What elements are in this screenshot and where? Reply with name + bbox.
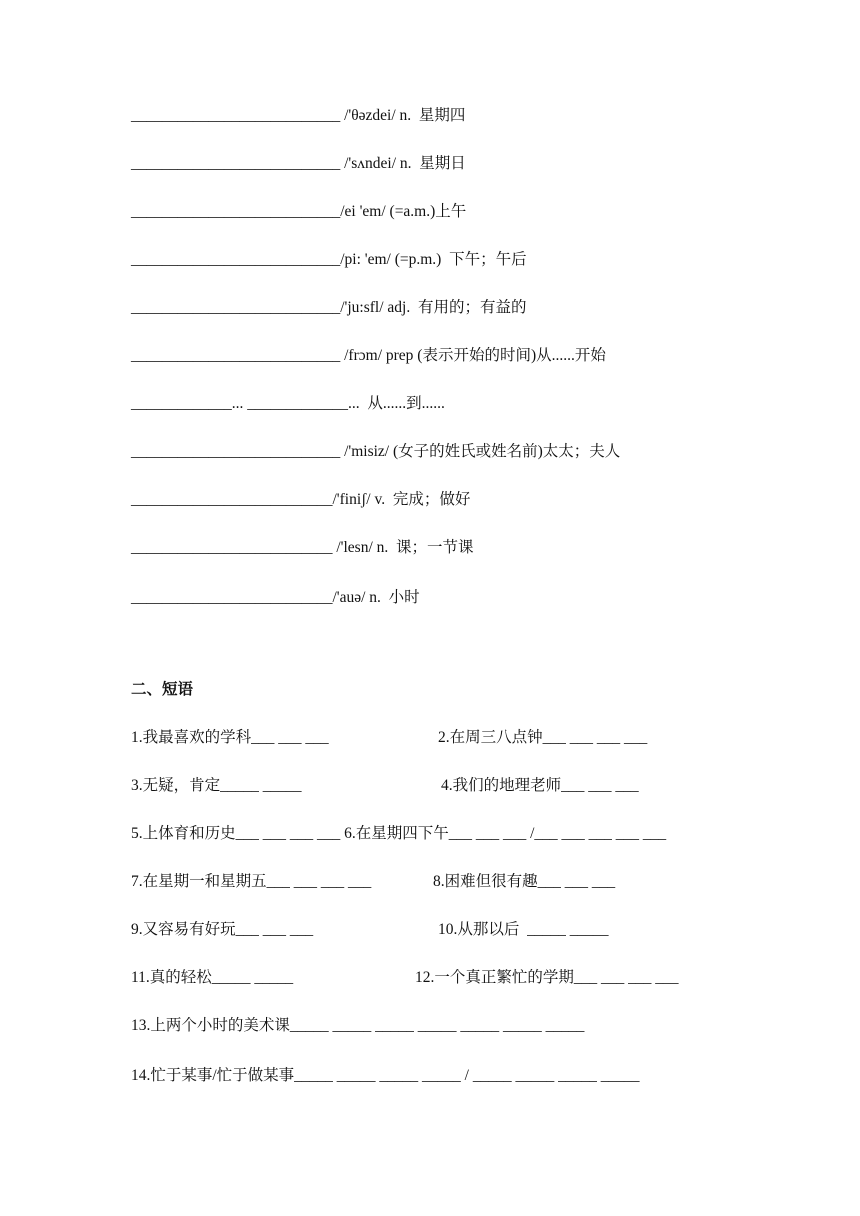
vocab-line-thursday	[131, 106, 465, 126]
vocab-line-useful	[131, 298, 526, 318]
answer-blank[interactable]: ___________________________	[131, 251, 341, 268]
vocab-line-mrs	[131, 442, 620, 462]
phrase-13: 13.上两个小时的美术课_____ _____ _____ _____ _____ _____ _____	[131, 1017, 585, 1034]
answer-blank[interactable]: __________________________	[131, 539, 333, 556]
vocab-entry: /ei 'em/ (=a.m.)上午	[340, 203, 467, 220]
answer-blank[interactable]: ___________________________	[131, 347, 341, 364]
vocab-entry: ... _____________... 从......到......	[231, 395, 445, 412]
vocab-entry: /'lesn/ n. 课；一节课	[332, 539, 474, 556]
vocab-line-am	[131, 202, 466, 222]
answer-blank[interactable]: __________________________	[131, 491, 333, 508]
vocab-entry: /'auə/ n. 小时	[332, 589, 420, 606]
answer-blank[interactable]: ___________________________	[131, 443, 341, 460]
answer-blank[interactable]: ___________________________	[131, 299, 341, 316]
vocab-line-from-to	[131, 394, 445, 414]
answer-blank[interactable]: ___________________________	[131, 155, 341, 172]
vocab-entry: /pi: 'em/ (=p.m.) 下午；午后	[340, 251, 527, 268]
section-title: 二、短语	[131, 681, 194, 698]
vocab-entry: /'finiʃ/ v. 完成；做好	[332, 491, 471, 508]
vocab-line-from	[131, 346, 606, 366]
vocab-entry: /'sʌndei/ n. 星期日	[340, 155, 466, 172]
phrase-11: 11.真的轻松_____ _____	[131, 969, 294, 986]
vocab-line-lesson	[131, 538, 474, 558]
vocab-entry: /'ju:sfl/ adj. 有用的；有益的	[340, 299, 527, 316]
phrase-9: 9.又容易有好玩___ ___ ___	[131, 921, 314, 938]
phrase-12: 12.一个真正繁忙的学期___ ___ ___ ___	[415, 969, 679, 986]
answer-blank[interactable]: _____________	[131, 395, 232, 412]
vocab-entry: /'θəzdei/ n. 星期四	[340, 107, 466, 124]
answer-blank[interactable]: ___________________________	[131, 203, 341, 220]
vocab-line-finish	[131, 490, 470, 510]
answer-blank[interactable]: ___________________________	[131, 107, 341, 124]
phrase-4: 4.我们的地理老师___ ___ ___	[441, 777, 639, 794]
vocab-line-sunday	[131, 154, 466, 174]
answer-blank[interactable]: __________________________	[131, 589, 333, 606]
phrase-1: 1.我最喜欢的学科___ ___ ___	[131, 729, 329, 746]
phrase-3: 3.无疑，肯定_____ _____	[131, 777, 302, 794]
vocab-entry: /'misiz/ (女子的姓氏或姓名前)太太；夫人	[340, 443, 621, 460]
vocab-line-pm	[131, 250, 527, 270]
vocab-line-hour	[131, 588, 420, 608]
phrase-8: 8.困难但很有趣___ ___ ___	[433, 873, 616, 890]
phrase-7: 7.在星期一和星期五___ ___ ___ ___	[131, 873, 372, 890]
phrase-10: 10.从那以后 _____ _____	[438, 921, 609, 938]
vocab-entry: /frɔm/ prep (表示开始的时间)从......开始	[340, 347, 606, 364]
phrase-5-6: 5.上体育和历史___ ___ ___ ___ 6.在星期四下午___ ___ ___ /___ ___ ___ ___ ___	[131, 825, 667, 842]
phrase-14: 14.忙于某事/忙于做某事_____ _____ _____ _____ / _____ _____ _____ _____	[131, 1067, 640, 1084]
phrase-2: 2.在周三八点钟___ ___ ___ ___	[438, 729, 648, 746]
